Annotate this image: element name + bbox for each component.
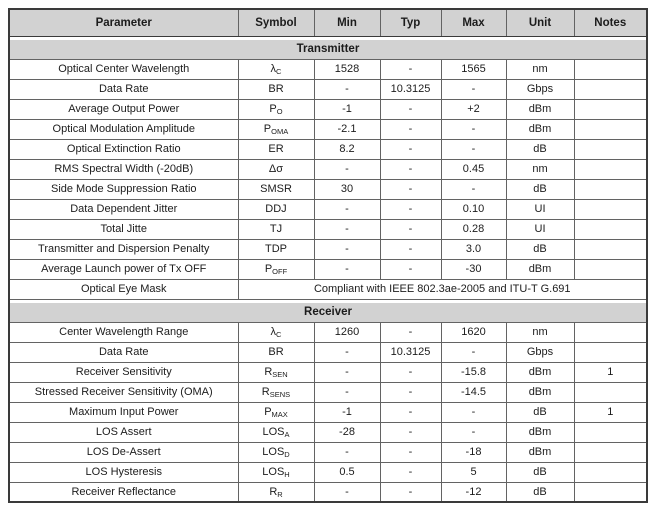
max-cell: 1565	[441, 59, 506, 79]
parameter-cell: Optical Extinction Ratio	[9, 139, 238, 159]
parameter-cell: Average Output Power	[9, 99, 238, 119]
max-cell: +2	[441, 99, 506, 119]
unit-cell: UI	[506, 219, 574, 239]
symbol-base: BR	[268, 83, 284, 95]
table-row	[9, 219, 647, 239]
max-cell: -	[441, 402, 506, 422]
symbol-cell	[238, 362, 314, 382]
max-cell: -	[441, 119, 506, 139]
table-row	[9, 259, 647, 279]
min-cell: -	[314, 239, 380, 259]
parameter-cell: LOS Assert	[9, 422, 238, 442]
max-cell: -30	[441, 259, 506, 279]
symbol-cell	[238, 259, 314, 279]
typ-cell: -	[380, 179, 441, 199]
typ-cell: -	[380, 322, 441, 342]
symbol-cell	[238, 139, 314, 159]
symbol-subscript: D	[284, 450, 290, 459]
parameter-cell: Transmitter and Dispersion Penalty	[9, 239, 238, 259]
unit-cell: dBm	[506, 362, 574, 382]
symbol-base: LOS	[262, 446, 285, 458]
notes-cell	[574, 59, 647, 79]
symbol-base: P	[263, 123, 272, 135]
table-row	[9, 362, 647, 382]
min-cell: 0.5	[314, 462, 380, 482]
max-cell: -15.8	[441, 362, 506, 382]
symbol-cell	[238, 219, 314, 239]
parameter-cell: Data Rate	[9, 342, 238, 362]
unit-cell: UI	[506, 199, 574, 219]
table-row	[9, 99, 647, 119]
notes-cell	[574, 179, 647, 199]
notes-cell	[574, 259, 647, 279]
unit-cell: Gbps	[506, 79, 574, 99]
parameter-cell: Side Mode Suppression Ratio	[9, 179, 238, 199]
symbol-base: P	[264, 263, 273, 275]
optical-spec-table	[8, 8, 648, 503]
symbol-cell	[238, 199, 314, 219]
symbol-cell	[238, 79, 314, 99]
col-header-parameter: Parameter	[9, 9, 238, 36]
unit-cell: dBm	[506, 99, 574, 119]
max-cell: -12	[441, 482, 506, 502]
symbol-base: R	[269, 485, 278, 498]
unit-cell: nm	[506, 159, 574, 179]
symbol-base: DDJ	[265, 203, 287, 215]
min-cell: 1528	[314, 59, 380, 79]
symbol-base: LOS	[262, 466, 285, 478]
section-label: Transmitter	[9, 40, 647, 59]
symbol-base: Δσ	[268, 163, 284, 175]
parameter-cell: Optical Eye Mask	[9, 279, 238, 299]
table-row	[9, 322, 647, 342]
parameter-cell: RMS Spectral Width (-20dB)	[9, 159, 238, 179]
min-cell: -	[314, 79, 380, 99]
typ-cell: -	[380, 219, 441, 239]
section-label: Receiver	[9, 303, 647, 322]
unit-cell: nm	[506, 322, 574, 342]
typ-cell: -	[380, 199, 441, 219]
notes-cell	[574, 382, 647, 402]
unit-cell: dBm	[506, 259, 574, 279]
notes-cell: 1	[574, 362, 647, 382]
notes-cell	[574, 79, 647, 99]
symbol-base: λ	[270, 63, 277, 75]
table-row	[9, 442, 647, 462]
parameter-cell: Data Dependent Jitter	[9, 199, 238, 219]
col-header-symbol: Symbol	[238, 9, 314, 36]
symbol-base: BR	[268, 346, 284, 358]
symbol-subscript: O	[276, 107, 283, 116]
symbol-cell	[238, 59, 314, 79]
typ-cell: -	[380, 239, 441, 259]
symbol-base: R	[261, 386, 270, 398]
symbol-cell	[238, 382, 314, 402]
min-cell: -	[314, 382, 380, 402]
symbol-cell	[238, 342, 314, 362]
table-row	[9, 119, 647, 139]
parameter-cell: Optical Center Wavelength	[9, 59, 238, 79]
min-cell: -	[314, 362, 380, 382]
parameter-cell: Total Jitte	[9, 219, 238, 239]
col-header-notes: Notes	[574, 9, 647, 36]
unit-cell: dBm	[506, 422, 574, 442]
table-row	[9, 79, 647, 99]
table-row	[9, 159, 647, 179]
notes-cell	[574, 139, 647, 159]
symbol-cell	[238, 402, 314, 422]
min-cell: 30	[314, 179, 380, 199]
typ-cell: -	[380, 362, 441, 382]
typ-cell: -	[380, 259, 441, 279]
symbol-subscript: A	[284, 430, 290, 439]
section-header-receiver	[9, 303, 647, 322]
table-row	[9, 199, 647, 219]
max-cell: 0.10	[441, 199, 506, 219]
symbol-cell	[238, 442, 314, 462]
symbol-cell	[238, 119, 314, 139]
notes-cell	[574, 99, 647, 119]
unit-cell: dB	[506, 139, 574, 159]
min-cell: 8.2	[314, 139, 380, 159]
symbol-base: R	[264, 366, 273, 378]
unit-cell: dB	[506, 179, 574, 199]
symbol-subscript: OFF	[272, 267, 288, 276]
notes-cell	[574, 442, 647, 462]
symbol-base: λ	[270, 326, 277, 338]
notes-cell	[574, 199, 647, 219]
col-header-typ: Typ	[380, 9, 441, 36]
parameter-cell: Optical Modulation Amplitude	[9, 119, 238, 139]
symbol-subscript: H	[284, 470, 290, 479]
typ-cell: -	[380, 482, 441, 502]
parameter-cell: Receiver Sensitivity	[9, 362, 238, 382]
unit-cell: dB	[506, 482, 574, 502]
table-row	[9, 402, 647, 422]
notes-cell	[574, 159, 647, 179]
parameter-cell: LOS Hysteresis	[9, 462, 238, 482]
max-cell: 5	[441, 462, 506, 482]
unit-cell: dB	[506, 462, 574, 482]
parameter-cell: Data Rate	[9, 79, 238, 99]
parameter-cell: Center Wavelength Range	[9, 322, 238, 342]
symbol-subscript: SENS	[269, 390, 291, 399]
compliance-span-cell: Compliant with IEEE 802.3ae-2005 and ITU-T G.691	[238, 279, 647, 299]
max-cell: -	[441, 139, 506, 159]
table-row	[9, 342, 647, 362]
max-cell: -	[441, 79, 506, 99]
max-cell: -18	[441, 442, 506, 462]
notes-cell	[574, 422, 647, 442]
max-cell: 0.45	[441, 159, 506, 179]
symbol-base: TDP	[265, 243, 287, 255]
table-row	[9, 59, 647, 79]
min-cell: -28	[314, 422, 380, 442]
max-cell: -	[441, 179, 506, 199]
symbol-subscript: C	[276, 67, 282, 76]
notes-cell: 1	[574, 402, 647, 422]
symbol-subscript: SEN	[272, 370, 288, 379]
parameter-cell: Average Launch power of Tx OFF	[9, 259, 238, 279]
symbol-cell	[238, 322, 314, 342]
table-row	[9, 279, 647, 299]
typ-cell: -	[380, 159, 441, 179]
max-cell: -	[441, 422, 506, 442]
typ-cell: -	[380, 99, 441, 119]
symbol-cell	[238, 239, 314, 259]
min-cell: -	[314, 342, 380, 362]
typ-cell: 10.3125	[380, 342, 441, 362]
min-cell: -	[314, 199, 380, 219]
max-cell: 0.28	[441, 219, 506, 239]
min-cell: -	[314, 442, 380, 462]
typ-cell: -	[380, 119, 441, 139]
symbol-base: ER	[268, 143, 284, 155]
symbol-cell	[238, 482, 314, 502]
typ-cell: -	[380, 402, 441, 422]
symbol-base: TJ	[269, 223, 283, 235]
typ-cell: -	[380, 442, 441, 462]
table-row	[9, 239, 647, 259]
unit-cell: dBm	[506, 119, 574, 139]
table-row	[9, 422, 647, 442]
typ-cell: -	[380, 422, 441, 442]
parameter-cell: LOS De-Assert	[9, 442, 238, 462]
typ-cell: -	[380, 462, 441, 482]
notes-cell	[574, 239, 647, 259]
min-cell: -2.1	[314, 119, 380, 139]
min-cell: -	[314, 219, 380, 239]
symbol-subscript: MAX	[271, 410, 288, 419]
symbol-subscript: R	[277, 489, 283, 499]
parameter-cell: Maximum Input Power	[9, 402, 238, 422]
min-cell: -	[314, 159, 380, 179]
symbol-cell	[238, 422, 314, 442]
symbol-subscript: C	[276, 330, 282, 339]
symbol-cell	[238, 159, 314, 179]
symbol-base: P	[269, 103, 277, 115]
unit-cell: dBm	[506, 382, 574, 402]
col-header-unit: Unit	[506, 9, 574, 36]
notes-cell	[574, 462, 647, 482]
min-cell: -1	[314, 402, 380, 422]
header-row	[9, 9, 647, 36]
notes-cell	[574, 342, 647, 362]
notes-cell	[574, 322, 647, 342]
unit-cell: dB	[506, 239, 574, 259]
unit-cell: nm	[506, 59, 574, 79]
table-row	[9, 382, 647, 402]
symbol-cell	[238, 462, 314, 482]
max-cell: -	[441, 342, 506, 362]
col-header-min: Min	[314, 9, 380, 36]
table-row	[9, 139, 647, 159]
section-header-transmitter	[9, 40, 647, 59]
typ-cell: -	[380, 59, 441, 79]
min-cell: -	[314, 482, 380, 502]
typ-cell: -	[380, 139, 441, 159]
notes-cell	[574, 482, 647, 502]
min-cell: 1260	[314, 322, 380, 342]
max-cell: -14.5	[441, 382, 506, 402]
unit-cell: dB	[506, 402, 574, 422]
max-cell: 1620	[441, 322, 506, 342]
unit-cell: dBm	[506, 442, 574, 462]
min-cell: -	[314, 259, 380, 279]
symbol-base: P	[264, 406, 272, 418]
table-row	[9, 462, 647, 482]
min-cell: -1	[314, 99, 380, 119]
table-row	[9, 482, 647, 502]
typ-cell: 10.3125	[380, 79, 441, 99]
parameter-cell: Stressed Receiver Sensitivity (OMA)	[9, 382, 238, 402]
table-row	[9, 179, 647, 199]
symbol-base: LOS	[262, 426, 285, 438]
max-cell: 3.0	[441, 239, 506, 259]
spec-table-body	[9, 36, 647, 502]
symbol-cell	[238, 179, 314, 199]
symbol-base: SMSR	[260, 183, 292, 195]
typ-cell: -	[380, 382, 441, 402]
notes-cell	[574, 119, 647, 139]
parameter-cell: Receiver Reflectance	[9, 482, 238, 502]
symbol-subscript: OMA	[271, 127, 289, 136]
notes-cell	[574, 219, 647, 239]
col-header-max: Max	[441, 9, 506, 36]
unit-cell: Gbps	[506, 342, 574, 362]
symbol-cell	[238, 99, 314, 119]
